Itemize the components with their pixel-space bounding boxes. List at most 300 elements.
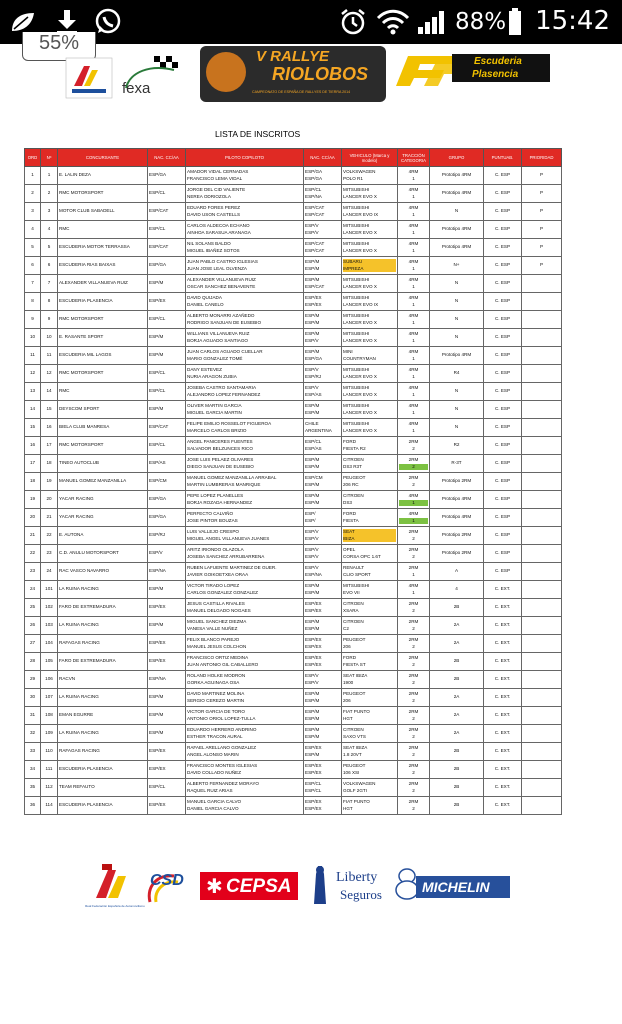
cell-prioridad [522,365,562,383]
table-row [25,365,562,383]
cell-ord: 30 [25,689,41,707]
cell-traccion-line2: 1 [412,589,415,595]
cell-prioridad [522,599,562,617]
cell-piloto-line2: BORJA AGUADO SANTIAGO [187,337,249,343]
cell-vehiculo-line2: LANCER EVO X [343,391,377,397]
cell-vehiculo [342,563,398,581]
rallye-riolobos-logo [200,46,386,102]
cell-piloto [186,689,304,707]
cell-nac-conc: ESP/EX [148,761,186,779]
cell-grupo: A [430,563,484,581]
cell-vehiculo-line2: COUNTRYMAN [343,355,376,361]
cell-prioridad [522,635,562,653]
cell-piloto [186,671,304,689]
cell-prioridad: P [522,257,562,275]
cell-piloto [186,635,304,653]
cell-piloto-line1: JORGE DEL CID VALIENTE [187,187,246,192]
cell-traccion [398,545,430,563]
cell-nac-pil-line1: ESP/EX [305,637,322,642]
cell-piloto-line2: MANUEL DELGADO NOGAES [187,607,251,613]
cell-nac-pil-line1: ESP/EX [305,601,322,606]
cell-traccion [398,275,430,293]
cell-vehiculo-line2: LANCER EVO X [343,319,377,325]
cell-num: 5 [41,239,58,257]
cell-puntuab: C. EXT. [484,599,522,617]
cell-vehiculo [342,401,398,419]
cell-num: 1 [41,167,58,185]
cell-vehiculo-line1: MITSUBISHI [343,421,370,426]
table-row [25,617,562,635]
cell-nac-conc: ESP/M [148,275,186,293]
cell-piloto-line2: DAVID COLLADO NUÑEZ [187,769,242,775]
cell-piloto [186,311,304,329]
cell-piloto-line2: JOSE PINTOR BOUZAS [187,517,238,523]
table-row [25,221,562,239]
cell-nac-pil [304,185,342,203]
cell-puntuab: C. ESP [484,329,522,347]
cell-nac-conc: ESP/M [148,707,186,725]
cell-ord: 33 [25,743,41,761]
cell-nac-pil [304,653,342,671]
cell-vehiculo-line2: 206 RC [343,481,359,487]
cell-nac-pil [304,401,342,419]
michelin-logo [392,868,512,904]
cell-vehiculo-line2: LANCER EVO X [343,283,377,289]
cell-vehiculo [342,581,398,599]
cell-vehiculo-line1: FORD [343,511,357,516]
cell-vehiculo-line2: LANCER EVO X [343,229,377,235]
cell-grupo: N [430,383,484,401]
cell-concursante: YACAR RACING [58,509,148,527]
cell-traccion-line2: 2 [412,733,415,739]
cell-nac-conc: ESP/GA [148,509,186,527]
cell-num: 4 [41,221,58,239]
cell-nac-pil-line1: ESP/M [305,709,320,714]
cell-num: 108 [41,707,58,725]
cell-nac-conc: ESP/RJ [148,527,186,545]
cell-vehiculo-line2: XSARA [343,607,359,613]
cell-traccion-line1: 2RM [408,601,419,606]
clock-time: 15:42 [535,6,610,36]
cell-traccion-line2: 2 [412,643,415,649]
cell-nac-pil-line2: ESP/GA [305,355,323,361]
cell-piloto-line1: EDUARD FORES PEREZ [187,205,241,210]
cell-traccion-line1: 4RM [408,277,419,282]
cell-traccion-line2: 2 [412,787,415,793]
cell-nac-pil-line2: ESP/M [305,751,320,757]
cell-nac-pil-line1: ESP/EX [305,655,322,660]
cell-grupo: 2B [430,761,484,779]
table-row [25,707,562,725]
cell-nac-pil [304,167,342,185]
cell-nac-conc: ESP/EX [148,653,186,671]
cell-grupo: Prototipo 4RM [430,491,484,509]
cell-piloto-line1: DAVID MARTINEZ MOLINA [187,691,245,696]
cell-piloto-line2: JOSEBA SANCHEZ ARRUBARRENA [187,553,265,559]
cell-piloto [186,797,304,815]
table-body [25,167,562,815]
cell-nac-pil [304,635,342,653]
cell-piloto-line2: OSCAR SANCHEZ BENAVENTE [187,283,256,289]
cell-nac-pil-line1: ESP/EX [305,295,322,300]
cell-piloto-line1: VICTOR GARCIA DE TORO [187,709,245,714]
cell-nac-pil-line2: ESP/AS [305,445,322,451]
cell-concursante: DEYSCOM SPORT [58,401,148,419]
cell-traccion-line1: 2RM [408,799,419,804]
cell-nac-pil-line1: CHILE [305,421,319,426]
cell-nac-pil-line1: ESP/GA [305,169,323,174]
cell-prioridad [522,329,562,347]
cell-traccion-line1: 4RM [408,313,419,318]
cell-vehiculo-line2: FIESTA R2 [343,445,366,451]
cell-nac-pil-line1: ESP/V [305,385,319,390]
cell-nac-pil [304,545,342,563]
cell-concursante: E. AUTONA [58,527,148,545]
cell-nac-conc: ESP/CL [148,779,186,797]
cell-puntuab: C. ESP [484,491,522,509]
cell-prioridad [522,653,562,671]
cell-nac-pil [304,707,342,725]
col-nac-pil: NAC. CC/AA [304,149,342,167]
cell-concursante: YACAR RACING [58,491,148,509]
cell-nac-conc: ESP/M [148,347,186,365]
cell-puntuab: C. ESP [484,473,522,491]
cell-nac-pil-line1: ESP/CL [305,781,322,786]
rfeda-label: Real Federación Española de Automovilismo [85,904,145,908]
cell-traccion [398,599,430,617]
cell-nac-pil-line1: ESP/M [305,349,320,354]
cell-ord: 11 [25,347,41,365]
cell-nac-conc: ESP/CL [148,383,186,401]
cell-concursante: ESCUDERIA RIAS BAIXAS [58,257,148,275]
cell-concursante: RMC [58,221,148,239]
cell-piloto-line1: NIL SOLANS BALDO [187,241,231,246]
cell-vehiculo-line1: MITSUBISHI [343,295,370,300]
cell-nac-pil-line1: ESP/EX [305,799,322,804]
cell-nac-pil [304,671,342,689]
cell-vehiculo-line2: LANCER EVO X [343,427,377,433]
cell-puntuab: C. ESP [484,221,522,239]
cell-prioridad: P [522,203,562,221]
cell-traccion-line1: 2RM [408,457,419,462]
cell-piloto-line1: VICTOR TIRADO LOPEZ [187,583,240,588]
cell-nac-pil [304,509,342,527]
cell-nac-pil [304,329,342,347]
cell-piloto-line1: RUBEN LAFUENTE MARTINEZ DE GUER. [187,565,277,570]
cell-traccion-line2: 2 [412,679,415,685]
cell-piloto-line1: OLIVER MARTIN GARCIA [187,403,242,408]
table-row [25,599,562,617]
cell-prioridad: P [522,239,562,257]
cell-nac-pil-line1: ESP/V [305,547,319,552]
cell-traccion-line2: 1 [412,211,415,217]
cell-nac-pil-line1: ESP/M [305,403,320,408]
cell-concursante: FARO DE EXTREMADURA [58,599,148,617]
cell-piloto-line2: VANESA VALLE NUÑEZ [187,625,238,631]
cell-vehiculo-line2: 1.8 20VT [343,751,362,757]
cell-traccion-line2: 2 [412,769,415,775]
cell-traccion-line2: 2 [412,553,415,559]
cell-puntuab: C. EXT. [484,581,522,599]
table-row [25,563,562,581]
cell-traccion-line2: 2 [412,481,415,487]
cell-traccion [398,167,430,185]
cell-nac-pil-line2: ESP/NA [305,571,322,577]
cell-concursante: RAC VASCO NAVARRO [58,563,148,581]
cell-nac-pil-line1: ESP/M [305,727,320,732]
cell-vehiculo [342,383,398,401]
cell-ord: 17 [25,455,41,473]
cell-nac-pil-line2: ESP/CL [305,787,322,793]
cell-nac-pil-line1: ESP/V [305,367,319,372]
cell-puntuab: C. ESP [484,185,522,203]
cell-nac-pil-line2: ESP/V [305,337,319,343]
cell-concursante: LA RUINA RACING [58,689,148,707]
cell-concursante: RAFAGAS RACING [58,635,148,653]
cell-grupo: N [430,419,484,437]
cell-piloto-line2: JUAN ANTONIO GIL CABALLERO [187,661,259,667]
table-row [25,779,562,797]
cell-concursante: LA RUINA RACING [58,617,148,635]
cell-prioridad [522,473,562,491]
cell-nac-pil-line2: ESP/ [305,517,316,523]
cell-traccion-line2: 2 [412,607,415,613]
cell-num: 2 [41,185,58,203]
cell-vehiculo-line2: FIESTA ST [343,661,366,667]
cell-grupo: 2B [430,653,484,671]
cell-vehiculo [342,527,398,545]
cell-grupo: N [430,401,484,419]
cell-grupo: R2 [430,437,484,455]
cell-traccion-line1: 2RM [408,691,419,696]
cell-vehiculo-line1: CITROEN [343,619,364,624]
wifi-icon [375,8,411,36]
cell-vehiculo-line1: MITSUBISHI [343,277,370,282]
cell-prioridad [522,347,562,365]
cell-piloto [186,185,304,203]
cell-num: 107 [41,689,58,707]
cell-traccion-line1: 4RM [408,187,419,192]
cell-piloto-line2: MIGUEL GARCIA MARTIN [187,409,242,415]
cell-ord: 14 [25,401,41,419]
cell-grupo: Prototipo 2RM [430,473,484,491]
cell-piloto-line2: CARLOS GONZALEZ GONZALEZ [187,589,258,595]
liberty-line2: Seguros [340,887,382,902]
cell-grupo: 2B [430,779,484,797]
cell-traccion-line1: 4RM [408,493,419,498]
cell-nac-pil-line2: ESP/M [305,499,320,505]
cell-traccion [398,347,430,365]
cell-vehiculo-line2: EVO VII [343,589,360,595]
cell-grupo: R4 [430,365,484,383]
cell-vehiculo [342,707,398,725]
cell-traccion [398,761,430,779]
cell-vehiculo-line1: FIAT PUNTO [343,799,370,804]
cell-num: 7 [41,275,58,293]
cell-puntuab: C. ESP [484,293,522,311]
cell-traccion-line2: 2 [412,535,415,541]
cell-piloto-line1: ROLAND HOLKE MODRON [187,673,246,678]
cell-nac-pil [304,563,342,581]
cell-concursante: EMAN EGURRE [58,707,148,725]
cell-ord: 21 [25,527,41,545]
cell-piloto [186,221,304,239]
cell-nac-pil-line2: ESP/V [305,553,319,559]
cell-ord: 9 [25,311,41,329]
cell-grupo: 2A [430,635,484,653]
cell-piloto-line2: MARCELO CARLOS BRIZIO [187,427,247,433]
cell-traccion-line2: 2 [412,661,415,667]
cell-nac-pil [304,743,342,761]
cell-nac-pil-line1: ESP/M [305,331,320,336]
cell-prioridad [522,455,562,473]
cell-vehiculo [342,203,398,221]
cell-vehiculo [342,509,398,527]
cell-piloto [186,725,304,743]
cell-puntuab: C. ESP [484,239,522,257]
col-piloto: PILOTO COPILOTO [186,149,304,167]
cell-piloto [186,743,304,761]
cell-nac-conc: ESP/M [148,401,186,419]
cell-piloto-line1: ALBERTO MONARRI AZAÑEDO [187,313,255,318]
rfeda-logo [85,864,145,916]
cell-piloto-line1: ALBERTO FERNANDEZ MORAYO [187,781,259,786]
cell-nac-pil-line1: ESP/M [305,277,320,282]
cell-traccion [398,311,430,329]
cell-traccion-line2: 1 [412,409,415,415]
cell-vehiculo-line2: LANCER EVO X [343,409,377,415]
cell-traccion-line1: 4RM [408,583,419,588]
cell-traccion [398,401,430,419]
cell-piloto [186,707,304,725]
cell-puntuab: C. ESP [484,275,522,293]
federation-logo [62,56,116,100]
table-row [25,203,562,221]
table-row [25,293,562,311]
cell-vehiculo-line2: LANCER EVO X [343,193,377,199]
cell-piloto-line1: WILLIANS VILLANUEVA RUIZ [187,331,250,336]
cell-vehiculo [342,437,398,455]
table-row [25,275,562,293]
cell-vehiculo-line1: MITSUBISHI [343,205,370,210]
cell-prioridad [522,419,562,437]
cell-piloto-line1: EDUARDO HERRERO ANDRINO [187,727,257,732]
cell-traccion-line2: 1 [399,518,428,525]
cell-nac-pil [304,725,342,743]
table-row [25,653,562,671]
cell-num: 112 [41,779,58,797]
cell-ord: 12 [25,365,41,383]
cell-nac-pil-line2: ESP/AS [305,391,322,397]
table-row [25,239,562,257]
cell-vehiculo [342,635,398,653]
cell-nac-pil [304,419,342,437]
cell-puntuab: C. EXT. [484,689,522,707]
cell-concursante: LA RUINA RACING [58,581,148,599]
cell-vehiculo-line1: PEUGEOT [343,763,366,768]
cell-vehiculo-line2: CLIO SPORT [343,571,371,577]
cell-nac-pil [304,581,342,599]
cell-num: 110 [41,743,58,761]
team-name-line2: Plasencia [472,69,519,80]
cell-traccion-line2: 2 [412,751,415,757]
cell-piloto-line2: MIGUEL IBAÑEZ SOTOS [187,247,240,253]
cell-num: 3 [41,203,58,221]
cell-traccion-line2: 2 [412,625,415,631]
cell-ord: 4 [25,221,41,239]
cell-vehiculo-line1: PEUGEOT [343,691,366,696]
cell-traccion-line1: 4RM [408,169,419,174]
cell-grupo: N [430,293,484,311]
cell-traccion-line1: 4RM [408,385,419,390]
cell-traccion-line1: 4RM [408,331,419,336]
cell-vehiculo-line1: MITSUBISHI [343,223,370,228]
cell-vehiculo [342,653,398,671]
cell-nac-pil [304,491,342,509]
cell-nac-pil-line2: ESP/M [305,463,320,469]
cell-vehiculo-line2: LANCER EVO IX [343,211,379,217]
cell-puntuab: C. EXT. [484,635,522,653]
cell-nac-pil-line2: ESP/M [305,409,320,415]
cell-traccion [398,707,430,725]
cell-concursante: TINEO AUTOCLUB [58,455,148,473]
cell-piloto-line2: JUAN JOSE LEAL OLVENZA [187,265,247,271]
cell-num: 105 [41,653,58,671]
cell-vehiculo-line1: CITROEN [343,493,364,498]
table-row [25,437,562,455]
cell-nac-conc: ESP/CL [148,185,186,203]
cell-traccion-line2: 1 [412,571,415,577]
cell-ord: 5 [25,239,41,257]
cell-prioridad [522,797,562,815]
cell-grupo: 2B [430,797,484,815]
cell-traccion [398,437,430,455]
cell-ord: 32 [25,725,41,743]
cell-traccion-line1: 2RM [408,637,419,642]
cell-puntuab: C. ESP [484,563,522,581]
cell-num: 101 [41,581,58,599]
cepsa-label: CEPSA [226,876,292,897]
cell-concursante: E. LALIN DEZA [58,167,148,185]
cell-piloto-line2: ALEJANDRO LOPEZ FERNANDEZ [187,391,261,397]
cell-vehiculo-line2: 206 [343,643,351,649]
cell-nac-pil-line1: ESP/EX [305,745,322,750]
document-page[interactable] [0,32,622,1024]
cell-nac-pil-line2: ESP/EX [305,643,322,649]
cell-piloto [186,293,304,311]
cell-piloto [186,203,304,221]
cell-vehiculo [342,797,398,815]
cell-num: 19 [41,473,58,491]
cell-ord: 2 [25,185,41,203]
cell-grupo: Prototipo 2RM [430,527,484,545]
table-row [25,311,562,329]
cell-piloto [186,329,304,347]
cell-num: 102 [41,599,58,617]
cell-vehiculo-line2: HGT [343,715,353,721]
cell-concursante: RMC MOTORSPORT [58,185,148,203]
cell-vehiculo [342,473,398,491]
liberty-seguros-logo [308,864,390,908]
cell-nac-pil-line2: ESP/EX [305,607,322,613]
cell-vehiculo [342,257,398,275]
cell-vehiculo [342,275,398,293]
cell-traccion-line1: 2RM [408,439,419,444]
cell-piloto [186,437,304,455]
col-vehiculo: VEHICULO (Marca y modelo) [342,149,398,167]
cell-piloto [186,617,304,635]
cell-num: 111 [41,761,58,779]
